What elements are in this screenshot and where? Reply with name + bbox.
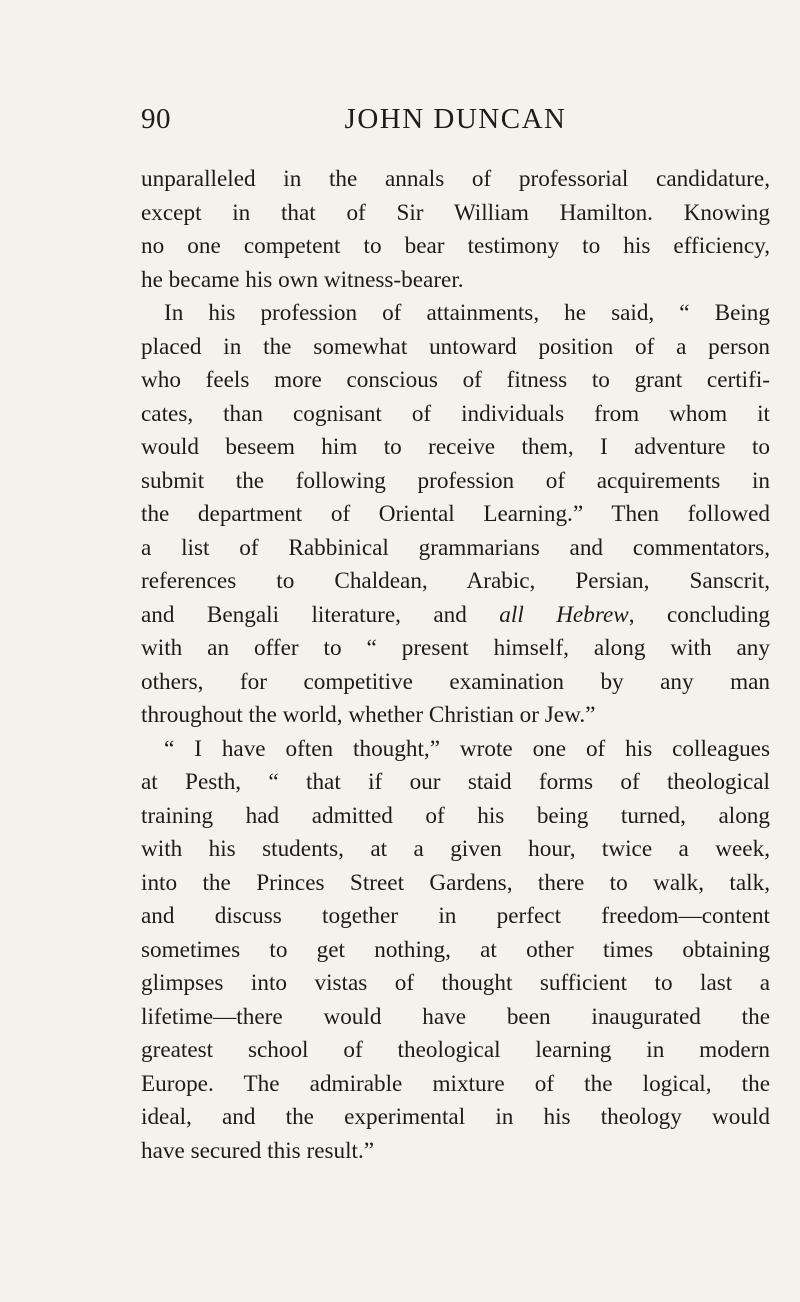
text-line: glimpses into vistas of thought sufficient to last a: [141, 970, 770, 996]
page-number: 90: [141, 103, 171, 135]
text-segment: , concluding: [628, 601, 771, 628]
text-line: who feels more conscious of fitness to grant certifi-: [141, 367, 770, 393]
text-line: throughout the world, whether Christian or Jew.”: [141, 702, 596, 728]
text-line: a list of Rabbinical grammarians and commentators,: [141, 534, 770, 561]
text-line: sometimes to get nothing, at other times obtaining: [141, 936, 770, 963]
text-line: submit the following profession of acquirements in: [141, 467, 770, 494]
text-segment: and Bengali literature, and: [141, 601, 500, 628]
text-line: with his students, at a given hour, twice a week,: [141, 836, 770, 862]
text-line: unparalleled in the annals of professorial candidature,: [141, 166, 770, 192]
text-line: training had admitted of his being turned, along: [141, 802, 770, 829]
text-line: at Pesth, “ that if our staid forms of theological: [141, 769, 770, 795]
italic-text-segment: all Hebrew: [499, 601, 629, 628]
text-line: references to Chaldean, Arabic, Persian, Sanscrit,: [141, 568, 770, 594]
text-line-with-italic: [141, 599, 770, 633]
text-line: and discuss together in perfect freedom—content: [141, 903, 770, 929]
running-head: JOHN DUNCAN: [344, 103, 567, 135]
text-line: others, for competitive examination by any man: [141, 668, 770, 695]
text-line: he became his own witness-bearer.: [141, 266, 464, 293]
text-line: into the Princes Street Gardens, there to walk, talk,: [141, 869, 770, 896]
text-line: would beseem him to receive them, I adventure to: [141, 434, 770, 460]
text-line: the department of Oriental Learning.” Then followed: [141, 501, 770, 527]
text-line: greatest school of theological learning in modern: [141, 1037, 770, 1063]
text-line: In his profession of attainments, he said, “ Being: [164, 300, 770, 326]
page-header: [141, 103, 770, 143]
body-text: [141, 163, 770, 1168]
text-line: no one competent to bear testimony to his efficiency,: [141, 233, 770, 259]
text-line: ideal, and the experimental in his theology would: [141, 1104, 770, 1130]
text-line: Europe. The admirable mixture of the logical, the: [141, 1070, 770, 1097]
text-line: placed in the somewhat untoward position of a person: [141, 333, 770, 360]
text-line: lifetime—there would have been inaugurated the: [141, 1003, 770, 1030]
text-line: have secured this result.”: [141, 1137, 375, 1164]
text-line: with an offer to “ present himself, along with any: [141, 635, 770, 661]
text-line: except in that of Sir William Hamilton. Knowing: [141, 199, 770, 226]
text-line: cates, than cognisant of individuals from whom it: [141, 400, 770, 427]
text-line: “ I have often thought,” wrote one of his colleagues: [164, 735, 770, 762]
